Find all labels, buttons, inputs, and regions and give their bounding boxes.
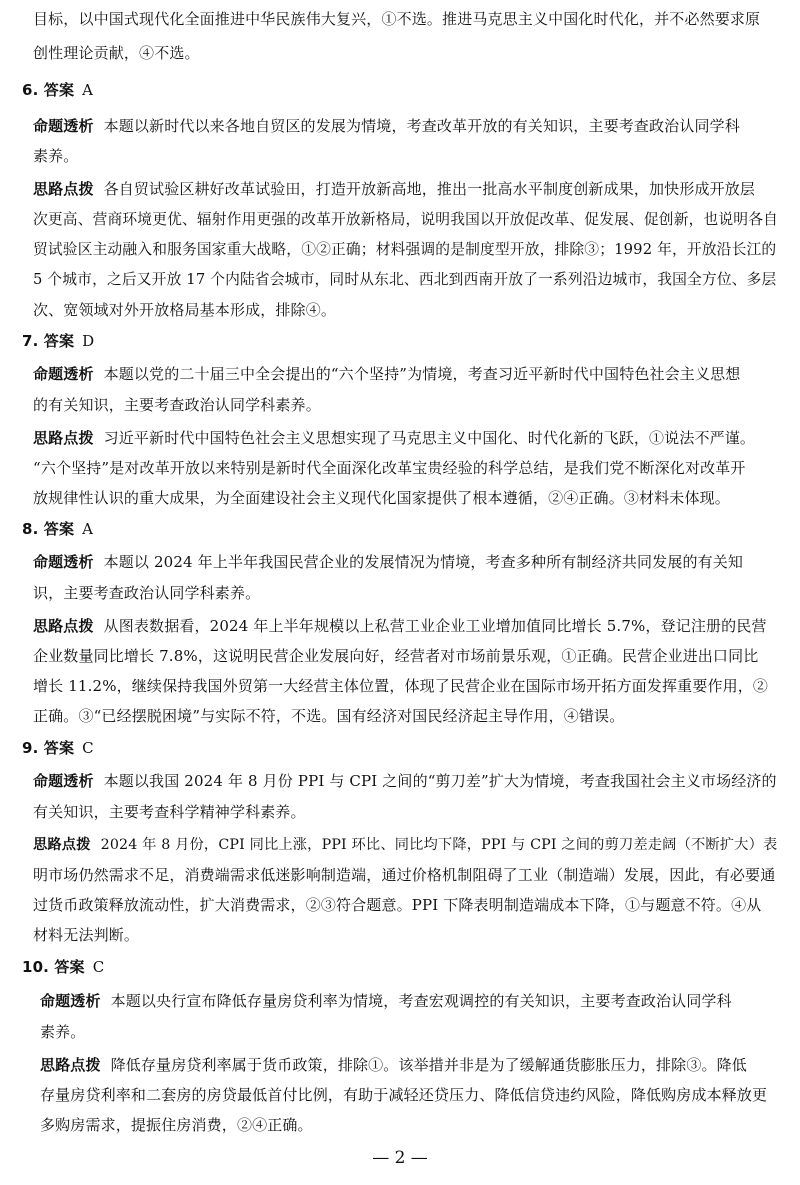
- si-line: 增长 11.2%，继续保持我国外贸第一大经营主体位置，体现了民营企业在国际市场开拓方面发挥重要作用，②: [33, 677, 769, 695]
- si-line: 贸试验区主动融入和服务国家重大战略，①②正确；材料强调的是制度型开放，排除③；1992 年，开放沿长江的: [33, 241, 777, 258]
- si-text: 从图表数据看，2024 年上半年规模以上私营工业企业工业增加值同比增长 5.7%，登记注册的民营: [103, 617, 767, 635]
- si-line: 正确。③“已经摆脱困境”与实际不符，不选。国有经济对国民经济起主导作用，④错误。: [33, 707, 625, 725]
- answer-heading-6: [22, 79, 93, 101]
- answer-heading-9: [22, 737, 94, 759]
- intro-line: 创性理论贡献，④不选。: [33, 44, 200, 62]
- intro-line: 目标，以中国式现代化全面推进中华民族伟大复兴，①不选。推进马克思主义中国化时代化，并不必然要求原: [33, 10, 761, 28]
- question-number: 7. 答案: [22, 332, 75, 350]
- question-number: 8. 答案: [22, 520, 75, 538]
- si-line: 放规律性认识的重大成果，为全面建设社会主义现代化国家提供了根本遵循，②④正确。③材料未体现。: [33, 489, 730, 507]
- si-text: 降低存量房贷利率属于货币政策，排除①。该举措并非是为了缓解通货膨胀压力，排除③。降低: [110, 1056, 747, 1074]
- si-line: 5 个城市，之后又开放 17 个内陆省会城市，同时从东北、西北到西南开放了一系列沿边城市，我国全方位、多层: [33, 271, 777, 288]
- si-line: [33, 615, 767, 637]
- si-label: 思路点拨: [33, 617, 94, 635]
- question-number: 6. 答案: [22, 81, 75, 99]
- tou-line: 的有关知识，主要考查政治认同学科素养。: [33, 396, 321, 414]
- answer-heading-10: [22, 956, 104, 978]
- si-label: 思路点拨: [33, 180, 94, 198]
- tou-label: 命题透析: [33, 772, 94, 790]
- page-number: — 2 —: [372, 1148, 428, 1168]
- answer-heading-7: [22, 330, 94, 352]
- tou-label: 命题透析: [33, 117, 94, 135]
- si-text: 2024 年 8 月份，CPI 同比上涨，PPI 环比、同比均下降，PPI 与 CPI 之间的剪刀差走阔（不断扩大）表: [100, 837, 778, 853]
- answer-letter: C: [92, 958, 105, 976]
- answer-letter: A: [82, 520, 94, 538]
- question-number: 9. 答案: [22, 739, 75, 757]
- tou-line: 素养。: [40, 1023, 86, 1041]
- tou-line: 素养。: [33, 147, 79, 165]
- si-line: 多购房需求，提振住房消费，②④正确。: [40, 1116, 313, 1134]
- tou-label: 命题透析: [33, 365, 94, 383]
- answer-letter: A: [82, 81, 94, 99]
- si-text: 各自贸试验区耕好改革试验田，打造开放新高地，推出一批高水平制度创新成果，加快形成开放层: [103, 180, 756, 198]
- si-line: “六个坚持”是对改革开放以来特别是新时代全面深化改革宝贵经验的科学总结，是我们党不断深化对改革开: [33, 459, 746, 477]
- tou-text: 本题以 2024 年上半年我国民营企业的发展情况为情境，考查多种所有制经济共同发展的有关知: [103, 553, 744, 571]
- answer-letter: D: [82, 332, 95, 350]
- tou-text: 本题以党的二十届三中全会提出的“六个坚持”为情境，考查习近平新时代中国特色社会主义思想: [103, 365, 741, 383]
- tou-line: [33, 115, 740, 137]
- si-line: [33, 427, 755, 449]
- si-label: 思路点拨: [40, 1056, 101, 1074]
- tou-text: 本题以央行宣布降低存量房贷利率为情境，考查宏观调控的有关知识，主要考查政治认同学科: [110, 992, 732, 1010]
- tou-line: [40, 990, 732, 1012]
- si-label: 思路点拨: [33, 429, 94, 447]
- si-line: [33, 834, 777, 856]
- answer-letter: C: [82, 739, 94, 757]
- tou-line: [33, 551, 743, 573]
- si-line: 明市场仍然需求不足，消费端需求低迷影响制造端，通过价格机制阻碍了工业（制造端）发展，因此，有必要通: [33, 866, 776, 884]
- si-line: 次更高、营商环境更优、辐射作用更强的改革开放新格局，说明我国以开放促改革、促发展、促创新，也说明各自: [33, 211, 778, 228]
- tou-line: [33, 770, 777, 792]
- tou-line: 有关知识，主要考查科学精神学科素养。: [33, 803, 306, 821]
- tou-line: 识，主要考查政治认同学科素养。: [33, 584, 261, 602]
- question-number: 10. 答案: [22, 958, 85, 976]
- si-line: 材料无法判断。: [33, 926, 140, 944]
- tou-label: 命题透析: [33, 553, 94, 571]
- si-line: [33, 178, 755, 200]
- tou-text: 本题以新时代以来各地自贸区的发展为情境，考查改革开放的有关知识，主要考查政治认同学科: [103, 117, 740, 135]
- tou-line: [33, 363, 740, 385]
- tou-label: 命题透析: [40, 992, 101, 1010]
- si-line: 企业数量同比增长 7.8%，这说明民营企业发展向好，经营者对市场前景乐观，①正确。民营企业进出口同比: [33, 647, 759, 665]
- si-line: [40, 1054, 747, 1076]
- si-text: 习近平新时代中国特色社会主义思想实现了马克思主义中国化、时代化新的飞跃，①说法不严谨。: [103, 429, 756, 447]
- si-line: 次、宽领域对外开放格局基本形成，排除④。: [33, 301, 337, 319]
- si-line: 过货币政策释放流动性，扩大消费需求，②③符合题意。PPI 下降表明制造端成本下降，①与题意不符。④从: [33, 896, 762, 914]
- answer-heading-8: [22, 518, 93, 540]
- si-line: 存量房贷利率和二套房的房贷最低首付比例，有助于减轻还贷压力、降低信贷违约风险，降低购房成本释放更: [40, 1086, 768, 1104]
- tou-text: 本题以我国 2024 年 8 月份 PPI 与 CPI 之间的“剪刀差”扩大为情境，考查我国社会主义市场经济的: [103, 772, 777, 790]
- si-label: 思路点拨: [33, 837, 91, 853]
